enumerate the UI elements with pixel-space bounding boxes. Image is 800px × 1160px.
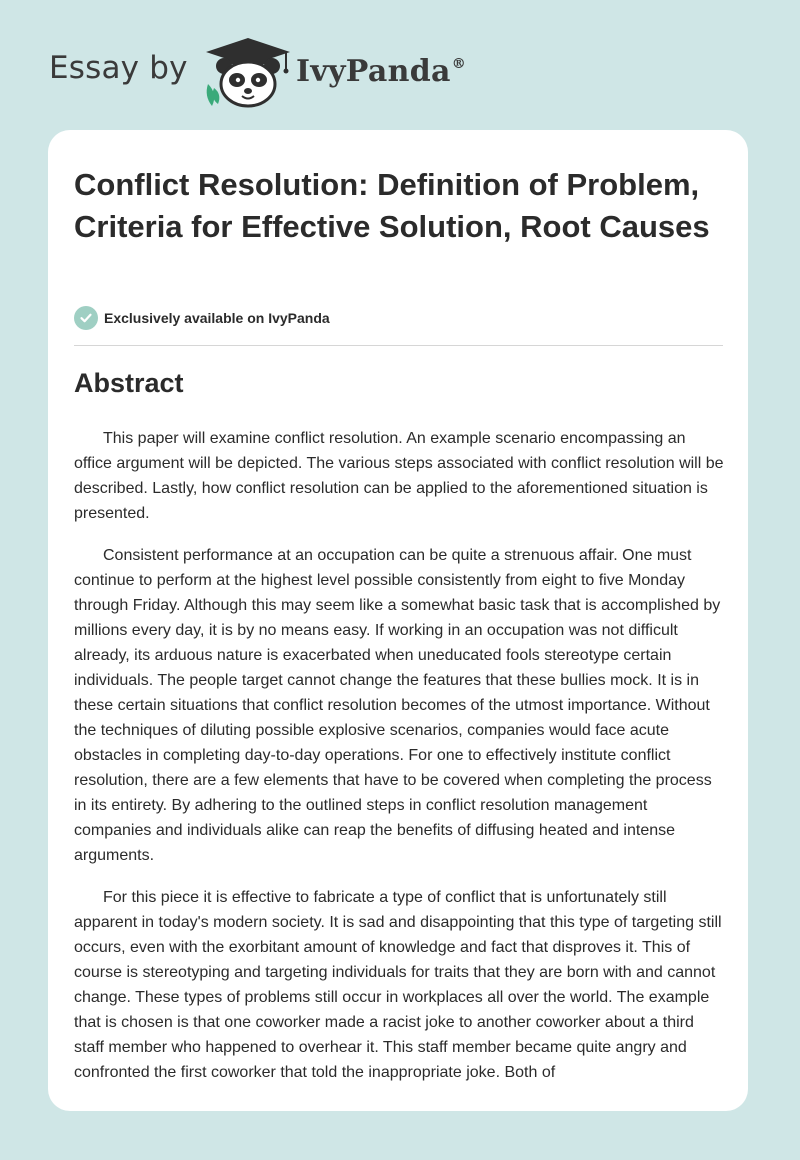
paragraph: For this piece it is effective to fabricate a type of conflict that is unfortunately still apparent in today's modern society. It is sad and disappointing that this type of targeting still occurs, even with the exorbitant amount of knowledge and fact that disproves it. This of course is stereotyping and targeting individuals for traits that they are born with and cannot change. These types of problems still occur in workplaces all over the world. The example that is chosen is that one coworker made a racist joke to another coworker about a third staff member who happened to overhear it. This staff member became quite angry and confronted the first coworker that told the inappropriate joke. Both of — [74, 889, 722, 1081]
paragraph: This paper will examine conflict resolution. An example scenario encompassing an office argument will be depicted. The various steps associated with conflict resolution will be described. Lastly, how conflict resolution can be applied to the aforementioned situation is presented. — [74, 430, 724, 522]
panda-graduate-icon[interactable] — [202, 36, 294, 108]
essay-body — [74, 426, 724, 1102]
site-header — [0, 0, 800, 130]
essay-card — [48, 130, 748, 1111]
brand-name-text: IvyPanda — [296, 54, 451, 89]
exclusive-badge — [74, 306, 330, 330]
section-heading-abstract: Abstract — [74, 368, 184, 398]
paragraph: Consistent performance at an occupation can be quite a strenuous affair. One must continue to perform at the highest level possible consistently from eight to five Monday through Friday. Although this may seem like a somewhat basic task that is accomplished by millions every day, it is by no means easy. If working in an occupation was not difficult already, its arduous nature is exacerbated when uneducated fools stereotype certain individuals. The people target cannot change the features that these bullies mock. It is in these certain situations that conflict resolution becomes of the utmost importance. Without the techniques of diluting possible explosive scenarios, companies would face acute obstacles in completing day-to-day operations. For one to effectively institute conflict resolution, there are a few elements that have to be covered when completing the process in its entirety. By adhering to the outlined steps in conflict resolution management companies and individuals alike can reap the benefits of diffusing heated and intense arguments. — [74, 547, 721, 864]
essay-by-label: Essay by — [49, 50, 188, 86]
check-circle-icon — [74, 306, 98, 330]
essay-title: Conflict Resolution: Definition of Problem, Criteria for Effective Solution, Root Causes — [74, 167, 710, 244]
exclusive-badge-text: Exclusively available on IvyPanda — [104, 310, 330, 326]
brand-name[interactable] — [296, 54, 466, 89]
title-divider — [74, 345, 723, 346]
registered-mark: ® — [451, 56, 467, 72]
